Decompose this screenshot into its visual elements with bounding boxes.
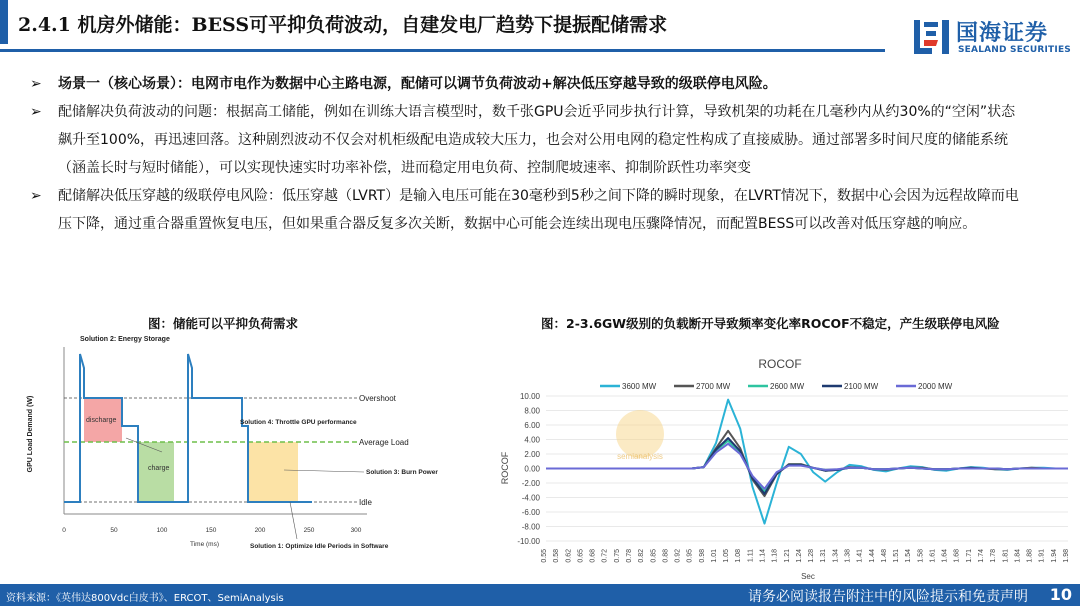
x-tick-label: 1.44 bbox=[868, 549, 876, 563]
chart-title: ROCOF bbox=[758, 357, 802, 371]
legend-label: 2100 MW bbox=[844, 382, 879, 391]
x-tick-label: 1.48 bbox=[880, 549, 888, 563]
x-tick: 300 bbox=[350, 527, 362, 534]
bullet-list bbox=[30, 70, 1020, 238]
title-accent-bar bbox=[0, 0, 8, 44]
footer bbox=[0, 584, 1080, 606]
source-note: 资料来源：《英伟达800Vdc白皮书》、ERCOT、SemiAnalysis bbox=[6, 593, 284, 604]
x-tick-label: 0.65 bbox=[577, 549, 585, 563]
page-title: 2.4.1 机房外储能：BESS可平抑负荷波动，自建发电厂趋势下提振配储需求 bbox=[18, 14, 668, 36]
bullet-item-lvrt bbox=[30, 182, 1020, 238]
x-tick-label: 1.18 bbox=[771, 549, 779, 563]
x-tick-label: 0.68 bbox=[589, 549, 597, 563]
x-tick-label: 1.64 bbox=[941, 549, 949, 563]
legend-label: 2600 MW bbox=[770, 382, 805, 391]
y-ticks bbox=[517, 392, 540, 546]
x-tick-label: 1.91 bbox=[1038, 549, 1046, 563]
bullet-text: 配储解决低压穿越的级联停电风险：低压穿越（LVRT）是输入电压可能在30毫秒到5秒之间下降的瞬时现象，在LVRT情况下，数据中心会因为远程故障而电压下降，通过重合器重置恢复电压，但如果重合器反复多次关断，数据中心可能会连续出现电压骤降情况，而配置BESS可以改善对低压穿越的响应。 bbox=[58, 188, 1019, 232]
x-tick: 100 bbox=[156, 527, 168, 534]
bullet-text: 配储解决负荷波动的问题：根据高工储能，例如在训练大语言模型时，数千张GPU会近乎同步执行计算，导致机架的功耗在几毫秒内从约30%的“空闲”状态飙升至100%，再迅速回落。这种剧烈波动不仅会对机柜级配电造成较大压力，也会对公用电网的稳定性构成了直接威胁。通过部署多时间尺度的储能系统（涵盖长时与短时储能），可以实现快速实时功率补偿，进而稳定用电负荷、控制爬坡速率、抑制阶跃性功率突变 bbox=[58, 104, 1016, 176]
header bbox=[0, 0, 1080, 58]
watermark-text: semianalysis bbox=[617, 452, 663, 461]
figure1-caption: 图：储能可以平抑负荷需求 bbox=[148, 316, 299, 331]
semianalysis-watermark bbox=[616, 410, 664, 461]
x-ticks bbox=[541, 549, 1070, 563]
arrow-bullet-icon: ➢ bbox=[30, 104, 42, 120]
x-tick: 0 bbox=[62, 527, 66, 534]
x-tick-label: 1.41 bbox=[856, 549, 864, 563]
rocof-chart bbox=[490, 336, 1078, 580]
charge-region bbox=[138, 442, 174, 502]
y-tick-label: 4.00 bbox=[524, 435, 540, 445]
x-ticks bbox=[62, 527, 362, 534]
x-tick-label: 1.24 bbox=[795, 549, 803, 563]
x-tick-label: 1.84 bbox=[1014, 549, 1022, 563]
x-axis-label: Sec bbox=[801, 572, 815, 580]
chart-legend bbox=[600, 382, 953, 391]
y-tick-label: -10.00 bbox=[517, 537, 540, 546]
y-tick-label: 8.00 bbox=[524, 406, 540, 416]
charge-label: charge bbox=[148, 465, 170, 472]
x-tick-label: 0.72 bbox=[601, 549, 609, 563]
legend-label: 2000 MW bbox=[918, 382, 953, 391]
solution2-label: Solution 2: Energy Storage bbox=[80, 336, 170, 343]
x-tick-label: 1.08 bbox=[735, 549, 743, 563]
solution1-label: Solution 1: Optimize Idle Periods in Software bbox=[250, 543, 389, 550]
x-tick-label: 1.88 bbox=[1026, 549, 1034, 563]
x-tick: 150 bbox=[205, 527, 217, 534]
bullet-text: 场景一（核心场景）：电网市电作为数据中心主路电源，配储可以调节负荷波动+解决低压穿越导致的级联停电风险。 bbox=[58, 76, 777, 92]
legend-label: 2700 MW bbox=[696, 382, 731, 391]
x-tick-label: 1.11 bbox=[747, 549, 755, 563]
average-load-label: Average Load bbox=[359, 438, 409, 447]
x-tick-label: 0.82 bbox=[638, 549, 646, 563]
x-tick-label: 0.58 bbox=[553, 549, 561, 563]
solution3-label: Solution 3: Burn Power bbox=[366, 469, 438, 476]
watermark-logo-icon bbox=[616, 410, 664, 458]
title-divider bbox=[0, 49, 885, 52]
x-tick-label: 0.55 bbox=[541, 549, 548, 563]
y-axis-label: ROCOF bbox=[500, 451, 510, 485]
x-tick: 200 bbox=[254, 527, 266, 534]
arrow-bullet-icon: ➢ bbox=[30, 76, 42, 92]
y-tick-label: -8.00 bbox=[521, 522, 540, 532]
figure2-caption: 图：2-3.6GW级别的负载断开导致频率变化率ROCOF不稳定，产生级联停电风险 bbox=[541, 316, 1000, 331]
x-tick-label: 0.75 bbox=[613, 549, 621, 563]
x-tick-label: 0.85 bbox=[650, 549, 658, 563]
x-axis-label: Time (ms) bbox=[190, 541, 220, 548]
x-tick-label: 1.05 bbox=[723, 549, 731, 563]
x-tick-label: 1.38 bbox=[844, 549, 852, 563]
sealand-logo-icon bbox=[912, 18, 952, 56]
y-tick-label: -6.00 bbox=[521, 508, 540, 517]
x-tick-label: 1.94 bbox=[1050, 549, 1058, 563]
x-tick-label: 1.21 bbox=[783, 549, 791, 563]
y-axis-label: GPU Load Demand (W) bbox=[27, 395, 34, 473]
x-tick-label: 1.74 bbox=[978, 549, 986, 563]
x-tick-label: 1.34 bbox=[832, 549, 840, 563]
solution1-pointer bbox=[290, 502, 297, 539]
bullet-item-load-fluctuation bbox=[30, 98, 1020, 182]
y-tick-label: 0.00 bbox=[524, 464, 540, 474]
arrow-bullet-icon: ➢ bbox=[30, 188, 42, 204]
bullet-item-scenario bbox=[30, 70, 1020, 98]
x-tick-label: 0.78 bbox=[625, 549, 633, 563]
x-tick-label: 0.95 bbox=[686, 549, 694, 563]
x-tick-label: 1.28 bbox=[808, 549, 816, 563]
y-tick-label: 6.00 bbox=[524, 421, 540, 430]
x-tick: 50 bbox=[110, 527, 118, 534]
x-tick-label: 1.14 bbox=[759, 549, 767, 563]
x-tick: 250 bbox=[303, 527, 315, 534]
burn-power-region bbox=[248, 442, 298, 502]
y-tick-label: 2.00 bbox=[524, 450, 540, 459]
x-tick-label: 1.71 bbox=[965, 549, 973, 563]
x-tick-label: 1.31 bbox=[820, 549, 828, 563]
y-tick-label: 10.00 bbox=[519, 392, 540, 401]
y-tick-label: -4.00 bbox=[521, 493, 540, 503]
brand-logo bbox=[912, 14, 1072, 58]
x-tick-label: 0.98 bbox=[698, 549, 706, 563]
x-tick-label: 0.92 bbox=[674, 549, 682, 563]
x-tick-label: 1.54 bbox=[905, 549, 913, 563]
solution4-label: Solution 4: Throttle GPU performance bbox=[240, 419, 357, 426]
x-tick-label: 0.62 bbox=[565, 549, 573, 563]
load-profile-diagram bbox=[22, 334, 482, 556]
x-tick-label: 0.88 bbox=[662, 549, 670, 563]
y-tick-label: -2.00 bbox=[521, 479, 540, 488]
x-tick-label: 1.01 bbox=[710, 549, 718, 563]
x-tick-label: 1.61 bbox=[929, 549, 937, 563]
x-tick-label: 1.68 bbox=[953, 549, 961, 563]
disclaimer-note: 请务必阅读报告附注中的风险提示和免责声明 bbox=[748, 589, 1028, 605]
overshoot-label: Overshoot bbox=[359, 394, 396, 403]
x-tick-label: 1.98 bbox=[1063, 549, 1070, 563]
page-number: 10 bbox=[1049, 585, 1072, 604]
legend-label: 3600 MW bbox=[622, 382, 657, 391]
x-tick-label: 1.51 bbox=[893, 549, 901, 563]
discharge-label: discharge bbox=[86, 417, 117, 424]
idle-label: Idle bbox=[359, 498, 372, 507]
x-tick-label: 1.78 bbox=[990, 549, 998, 563]
logo-chinese-name: 国海证券 bbox=[956, 21, 1049, 46]
logo-english-name: SEALAND SECURITIES bbox=[958, 45, 1071, 55]
x-tick-label: 1.58 bbox=[917, 549, 925, 563]
x-tick-label: 1.81 bbox=[1002, 549, 1010, 563]
